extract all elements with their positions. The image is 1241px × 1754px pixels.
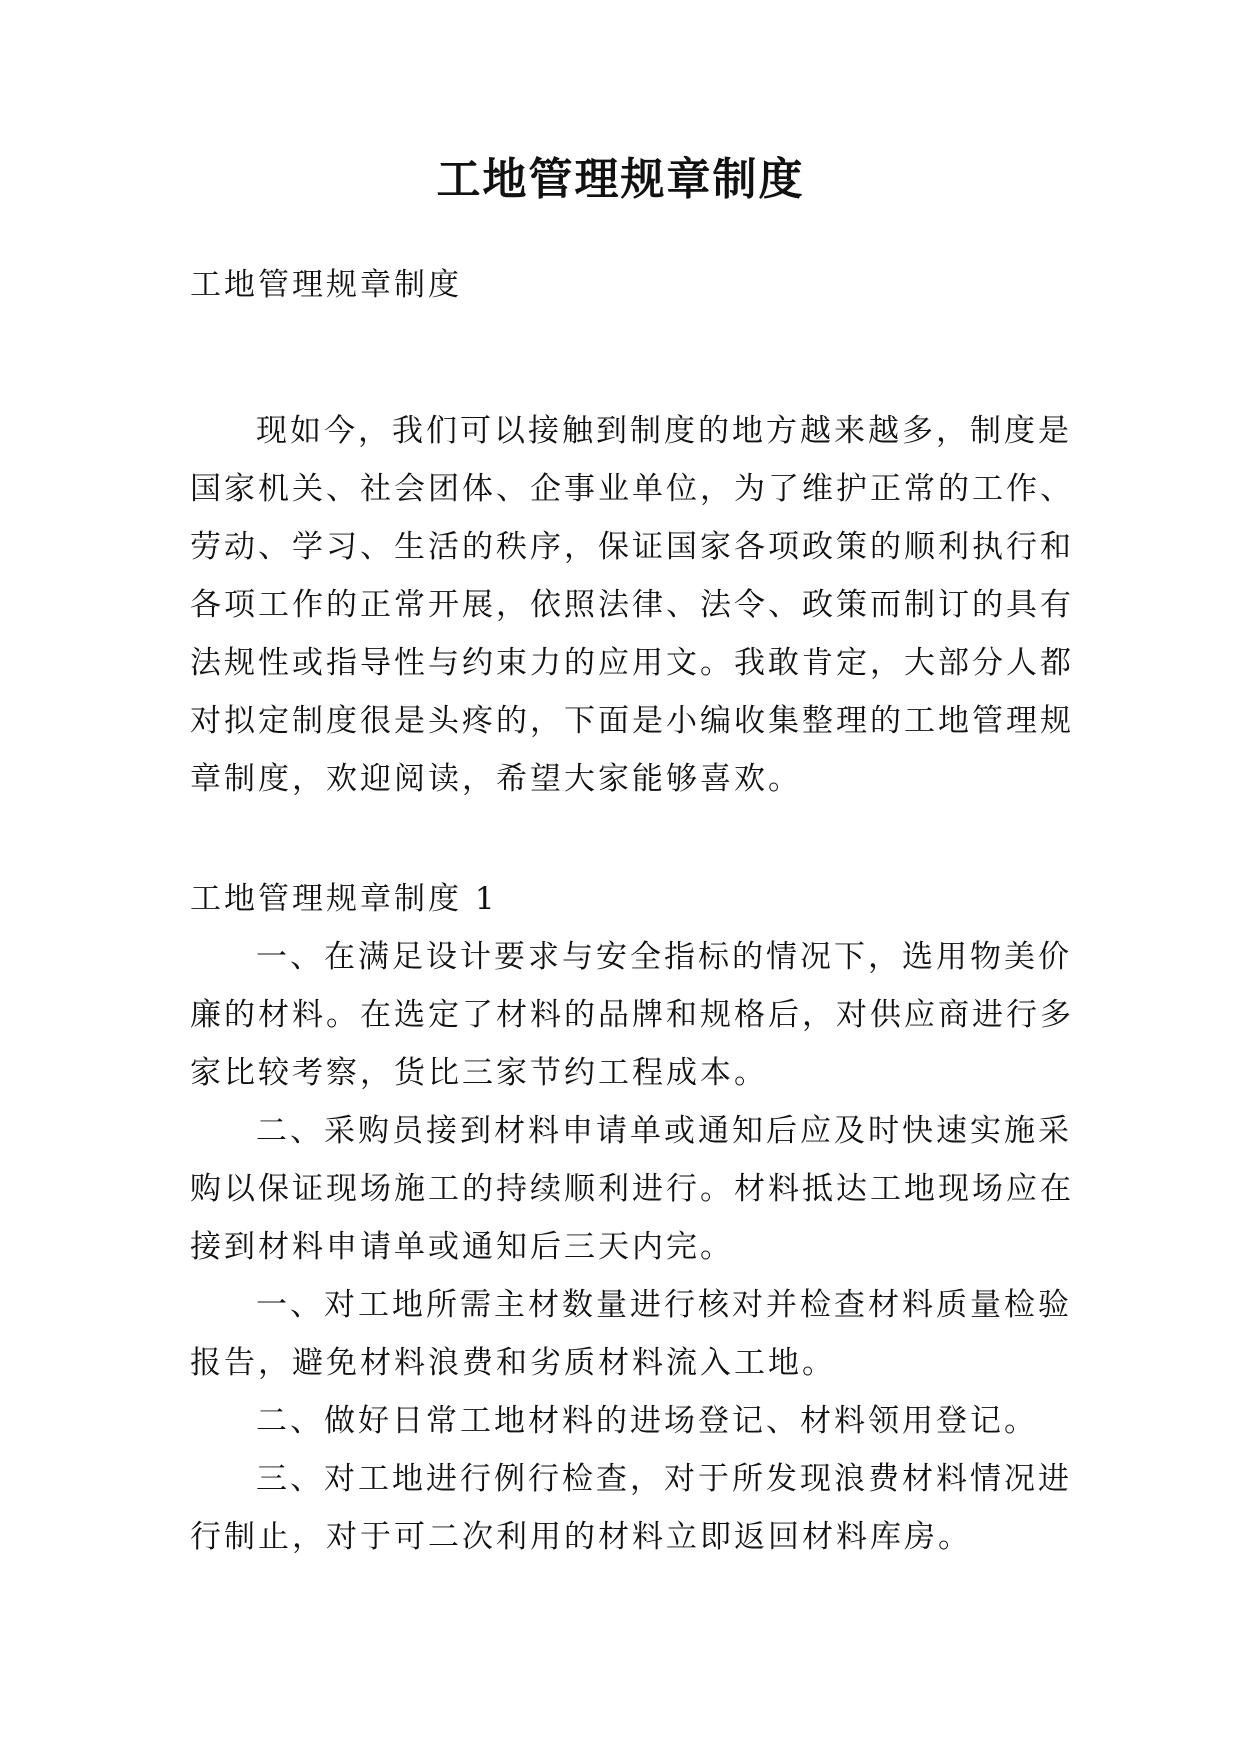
section-1 <box>190 870 1074 1566</box>
section-line: 行制止，对于可二次利用的材料立即返回材料库房。 <box>190 1519 972 1555</box>
document-title: 工地管理规章制度 <box>436 154 805 205</box>
section-line: 接到材料申请单或通知后三天内完。 <box>190 1229 734 1265</box>
section-line: 购以保证现场施工的持续顺利进行。材料抵达工地现场应在 <box>190 1171 1074 1207</box>
document-subtitle-block <box>190 256 1070 314</box>
section-line: 三、对工地进行例行检查，对于所发现浪费材料情况进 <box>256 1461 1072 1497</box>
section-line: 一、对工地所需主材数量进行核对并检查材料质量检验 <box>256 1287 1072 1323</box>
intro-line: 各项工作的正常开展，依照法律、法令、政策而制订的具有 <box>190 587 1074 623</box>
intro-line: 章制度，欢迎阅读，希望大家能够喜欢。 <box>190 761 802 797</box>
section-line: 家比较考察，货比三家节约工程成本。 <box>190 1055 768 1091</box>
section-line: 一、在满足设计要求与安全指标的情况下，选用物美价 <box>256 939 1072 975</box>
intro-paragraph <box>190 402 1074 808</box>
intro-line: 国家机关、社会团体、企事业单位，为了维护正常的工作、 <box>190 471 1074 507</box>
intro-line: 劳动、学习、生活的秩序，保证国家各项政策的顺利执行和 <box>190 529 1074 565</box>
section-line: 二、做好日常工地材料的进场登记、材料领用登记。 <box>256 1403 1038 1439</box>
intro-line: 法规性或指导性与约束力的应用文。我敢肯定，大部分人都 <box>190 645 1074 681</box>
section-line: 廉的材料。在选定了材料的品牌和规格后，对供应商进行多 <box>190 997 1074 1033</box>
document-subtitle: 工地管理规章制度 <box>190 267 462 303</box>
section-line: 报告，避免材料浪费和劣质材料流入工地。 <box>190 1345 836 1381</box>
section-line: 二、采购员接到材料申请单或通知后应及时快速实施采 <box>256 1113 1072 1149</box>
intro-line: 现如今，我们可以接触到制度的地方越来越多，制度是 <box>256 413 1072 449</box>
intro-line: 对拟定制度很是头疼的，下面是小编收集整理的工地管理规 <box>190 703 1074 739</box>
section-heading: 工地管理规章制度 1 <box>190 881 498 917</box>
